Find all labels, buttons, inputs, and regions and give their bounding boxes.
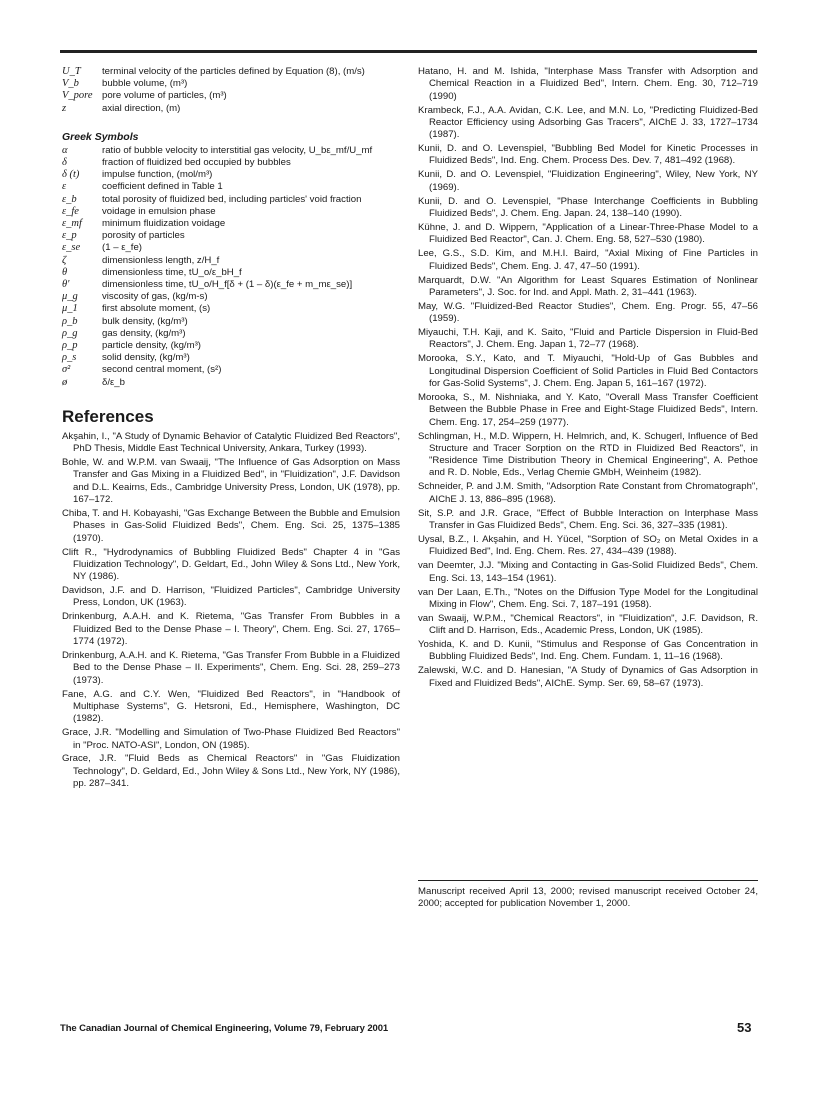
symbol-row: [62, 206, 400, 218]
symbol-row: [62, 279, 400, 291]
reference-entry: Schneider, P. and J.M. Smith, "Adsorption Rate Constant from Chromatograph", AIChE J. 13, 886–895 (1968).: [418, 481, 758, 505]
symbol: ε_fe: [62, 205, 79, 217]
symbol-row: [62, 255, 400, 267]
symbol-description: second central moment, (s²): [102, 364, 222, 376]
symbol-description: gas density, (kg/m³): [102, 327, 186, 339]
symbol: U_T: [62, 66, 81, 77]
symbol-row: [62, 340, 400, 352]
page-number: 53: [737, 1020, 752, 1035]
symbol-row: [62, 78, 400, 90]
manuscript-rule: [418, 880, 758, 881]
symbol-description: terminal velocity of the particles defined by Equation (8), (m/s): [102, 66, 365, 77]
symbol-row: [62, 169, 400, 181]
references-list-right: [418, 66, 758, 690]
reference-entry: Davidson, J.F. and D. Harrison, "Fluidized Particles", Cambridge University Press, London, UK (1963).: [62, 585, 400, 609]
symbol-row: [62, 328, 400, 340]
symbol: δ (t): [62, 169, 80, 181]
reference-entry: Morooka, S.Y., Kato, and T. Miyauchi, "Hold-Up of Gas Bubbles and Longitudinal Dispersion Coefficient of Solid Particles in Fluid Bed Contactors for Gas-Solid Systems", J. Chem. Eng. Japan 5, 161–167 (1972).: [418, 353, 758, 389]
reference-entry: Kunii, D. and O. Levenspiel, "Phase Interchange Coefficients in Bubbling Fluidized Beds", J. Chem. Eng. Japan. 24, 138–140 (1990).: [418, 195, 758, 220]
symbol-row: [62, 230, 400, 242]
references-list-left: [62, 431, 400, 791]
symbol-row: [62, 181, 400, 193]
symbol-description: fraction of fluidized bed occupied by bubbles: [102, 157, 291, 169]
reference-entry: Fane, A.G. and C.Y. Wen, "Fluidized Bed Reactors", in "Handbook of Multiphase Systems", G. Hetsroni, Ed., Hemisphere, Washington, DC (1982).: [62, 688, 400, 725]
reference-entry: Uysal, B.Z., I. Akşahin, and H. Yücel, "Sorption of SO₂ on Metal Oxides in a Fluidized Bed", Ind. Eng. Chem. Res. 27, 434–439 (1988).: [418, 534, 758, 558]
symbol-row: [62, 267, 400, 279]
symbol-row: [62, 145, 400, 157]
right-column: [418, 66, 758, 692]
symbol-description: dimensionless time, tU_o/H_f[δ + (1 – δ)(ε_fe + m_mε_se)]: [102, 279, 353, 291]
reference-entry: Marquardt, D.W. "An Algorithm for Least Squares Estimation of Nonlinear Parameters", J. Soc. for Ind. and Appl. Math. 2, 31–441 (1963).: [418, 274, 758, 298]
symbol-row: [62, 242, 400, 254]
symbol-row: [62, 303, 400, 315]
symbol-row: [62, 291, 400, 303]
symbol: ζ: [62, 254, 67, 266]
reference-entry: Zalewski, W.C. and D. Hanesian, "A Study of Dynamics of Gas Adsorption in Fixed and Fluidized Beds", AIChE. Symp. Ser. 69, 58–67 (1973).: [418, 665, 758, 689]
symbol: α: [62, 144, 68, 156]
symbol-row: [62, 66, 400, 78]
reference-entry: Grace, J.R. "Fluid Beds as Chemical Reactors" in "Gas Fluidization Technology", D. Geldard, Ed., John Wiley & Sons Ltd., New York, NY (1986), pp. 287–341.: [62, 753, 400, 790]
symbol-row: [62, 316, 400, 328]
symbol: z: [62, 102, 67, 114]
reference-entry: Lee, G.S., S.D. Kim, and M.H.I. Baird, "Axial Mixing of Fine Particles in Fluidized Beds", Chem. Eng. J. 47, 47–50 (1991).: [418, 248, 758, 272]
reference-entry: Hatano, H. and M. Ishida, "Interphase Mass Transfer with Adsorption and Chemical Reaction in a Fluidized Bed", Intern. Chem. Eng. 30, 712–719 (1990): [418, 66, 758, 102]
reference-entry: van Der Laan, E.Th., "Notes on the Diffusion Type Model for the Longitudinal Mixing in Flow", Chem. Eng. Sci. 7, 187–191 (1958).: [418, 586, 758, 610]
symbol-row: [62, 90, 400, 102]
reference-entry: Kühne, J. and D. Wippern, "Application of a Linear-Three-Phase Model to a Fluidized Bed Reactor", Can. J. Chem. Eng. 58, 527–530 (1980).: [418, 222, 758, 246]
symbol-description: dimensionless time, tU_o/ε_bH_f: [102, 266, 242, 278]
symbol: V_b: [62, 78, 79, 90]
footer-journal: The Canadian Journal of Chemical Engineering, Volume 79, February 2001: [60, 1023, 389, 1034]
symbol-row: [62, 364, 400, 376]
symbol-description: minimum fluidization voidage: [102, 218, 226, 230]
reference-entry: Kunii, D. and O. Levenspiel, "Bubbling Bed Model for Kinetic Processes in Fluidized Beds", Ind. Eng. Chem. Process Des. Dev. 7, 481–492 (1968).: [418, 143, 758, 167]
reference-entry: Bohle, W. and W.P.M. van Swaaij, "The Influence of Gas Adsorption on Mass Transfer and Gas Mixing in a Fluidized Bed", in "Fluidization", J.F. Davidson and D.L. Keairns, Eds., Cambridge University Press, London, UK (1978), pp. 167–172.: [62, 457, 400, 506]
reference-entry: van Deemter, J.J. "Mixing and Contacting in Gas-Solid Fluidized Beds", Chem. Eng. Sci. 13, 143–154 (1961).: [418, 560, 758, 584]
left-column: [62, 66, 400, 792]
symbol: ρ_p: [62, 340, 78, 352]
reference-entry: Sit, S.P. and J.R. Grace, "Effect of Bubble Interaction on Interphase Mass Transfer in Gas Fluidized Beds", Chem. Eng. Sci. 36, 327–335 (1981).: [418, 507, 758, 532]
reference-entry: Drinkenburg, A.A.H. and K. Rietema, "Gas Transfer From Bubbles in a Fluidized Bed to the Dense Phase – I. Theory", Chem. Eng. Sci. 27, 1765–1774 (1972).: [62, 611, 400, 648]
symbol-description: solid density, (kg/m³): [102, 352, 190, 364]
symbol-description: coefficient defined in Table 1: [102, 181, 223, 193]
symbol-description: bubble volume, (m³): [102, 78, 188, 90]
symbol: ε_p: [62, 230, 77, 242]
symbol-description: impulse function, (mol/m³): [102, 169, 213, 181]
nomenclature-list: [62, 66, 400, 115]
symbol-row: [62, 194, 400, 206]
reference-entry: May, W.G. "Fluidized-Bed Reactor Studies", Chem. Eng. Progr. 55, 47–56 (1959).: [418, 300, 758, 325]
reference-entry: Grace, J.R. "Modelling and Simulation of Two-Phase Fluidized Bed Reactors" in "Proc. NATO-ASI", London, ON (1985).: [62, 727, 400, 751]
symbol-description: viscosity of gas, (kg/m-s): [102, 291, 208, 303]
reference-entry: Morooka, S., M. Nishniaka, and Y. Kato, "Overall Mass Transfer Coefficient Between the Bubble Phase in Free and Eight-Stage Fluidized Beds", Intern. Chem. Eng. 17, 254–259 (1977).: [418, 391, 758, 428]
symbol: θ': [62, 279, 70, 291]
symbol: ρ_b: [62, 315, 78, 327]
symbol-row: [62, 377, 400, 389]
symbol-description: bulk density, (kg/m³): [102, 315, 188, 327]
symbol-description: δ/ε_b: [102, 376, 125, 388]
reference-entry: Krambeck, F.J., A.A. Avidan, C.K. Lee, and M.N. Lo, "Predicting Fluidized-Bed Reactor Efficiency using Adsorbing Gas Tracers", AIChE J. 33, 1727–1734 (1987).: [418, 104, 758, 141]
symbol-row: [62, 218, 400, 230]
symbol: ε: [62, 181, 67, 193]
symbol-description: dimensionless length, z/H_f: [102, 254, 220, 266]
manuscript-note: Manuscript received April 13, 2000; revised manuscript received October 24, 2000; accepted for publication November 1, 2000.: [418, 886, 758, 910]
reference-entry: van Swaaij, W.P.M., "Chemical Reactors", in "Fluidization", J.F. Davidson, R. Clift and D. Harrison, Eds., Academic Press, London, UK (1985).: [418, 612, 758, 637]
symbol: ε_b: [62, 193, 77, 205]
symbol-description: particle density, (kg/m³): [102, 340, 201, 352]
symbol-description: pore volume of particles, (m³): [102, 90, 227, 102]
symbol-description: ratio of bubble velocity to interstitial gas velocity, U_bε_mf/U_mf: [102, 144, 373, 156]
reference-entry: Chiba, T. and H. Kobayashi, "Gas Exchange Between the Bubble and Emulsion Phases in Gas-Solid Fluidized Beds", Chem. Eng. Sci. 25, 1375–1385 (1970).: [62, 508, 400, 544]
symbol: ρ_g: [62, 327, 78, 339]
greek-symbols-list: [62, 145, 400, 389]
symbol-row: [62, 103, 400, 115]
symbol: δ: [62, 157, 67, 169]
reference-entry: Miyauchi, T.H. Kaji, and K. Saito, "Fluid and Particle Dispersion in Fluid-Bed Reactors", J. Chem. Eng. Japan 1, 72–77 (1968).: [418, 327, 758, 351]
symbol: V_pore: [62, 90, 93, 102]
symbol: μ_1: [62, 303, 78, 315]
symbol: ρ_s: [62, 352, 77, 364]
symbol-description: first absolute moment, (s): [102, 303, 211, 315]
symbol: ø: [62, 376, 68, 388]
symbol-description: (1 – ε_fe): [102, 242, 143, 254]
symbol-description: porosity of particles: [102, 230, 185, 242]
symbol-description: voidage in emulsion phase: [102, 205, 216, 217]
symbol: ε_mf: [62, 218, 82, 230]
top-rule: [60, 50, 757, 53]
reference-entry: Schlingman, H., M.D. Wippern, H. Helmrich, and, K. Schugerl, Influence of Bed Structure and Tracer Sorption on the RTD in Fluidized Bed Reactors", in "Residence Time Distribution Theory in Chemical Engineering", A. Pethoe and R. D. Noble, Eds., Verlag Chemie GMbH, Weinheim (1982).: [418, 430, 758, 479]
symbol-row: [62, 157, 400, 169]
reference-entry: Clift R., "Hydrodynamics of Bubbling Fluidized Beds" Chapter 4 in "Gas Fluidization Technology", D. Geldart, Ed., John Wiley & Sons Ltd., New York, NY (1986).: [62, 546, 400, 583]
symbol: μ_g: [62, 291, 78, 303]
reference-entry: Yoshida, K. and D. Kunii, "Stimulus and Response of Gas Concentration in Bubbling Fluidized Beds", Ind. Eng. Chem. Fundam. 1, 11–16 (1968).: [418, 639, 758, 663]
symbol-description: axial direction, (m): [102, 102, 181, 114]
symbol-row: [62, 352, 400, 364]
symbol: θ: [62, 266, 68, 278]
references-heading: References: [62, 406, 154, 426]
reference-entry: Drinkenburg, A.A.H. and K. Rietema, "Gas Transfer From Bubble in a Fluidized Bed to the Dense Phase – II. Experiments", Chem. Eng. Sci. 28, 259–273 (1973).: [62, 650, 400, 686]
reference-entry: Kunii, D. and O. Levenspiel, "Fluidization Engineering", Wiley, New York, NY (1969).: [418, 169, 758, 193]
reference-entry: Akşahin, I., "A Study of Dynamic Behavior of Catalytic Fluidized Bed Reactors", PhD Thesis, Middle East Technical University, Ankara, Turkey (1993).: [62, 430, 400, 455]
symbol: ε_se: [62, 242, 81, 254]
symbol-description: total porosity of fluidized bed, including particles' void fraction: [102, 193, 362, 205]
greek-symbols-heading: Greek Symbols: [62, 130, 139, 143]
symbol: σ²: [62, 364, 71, 376]
